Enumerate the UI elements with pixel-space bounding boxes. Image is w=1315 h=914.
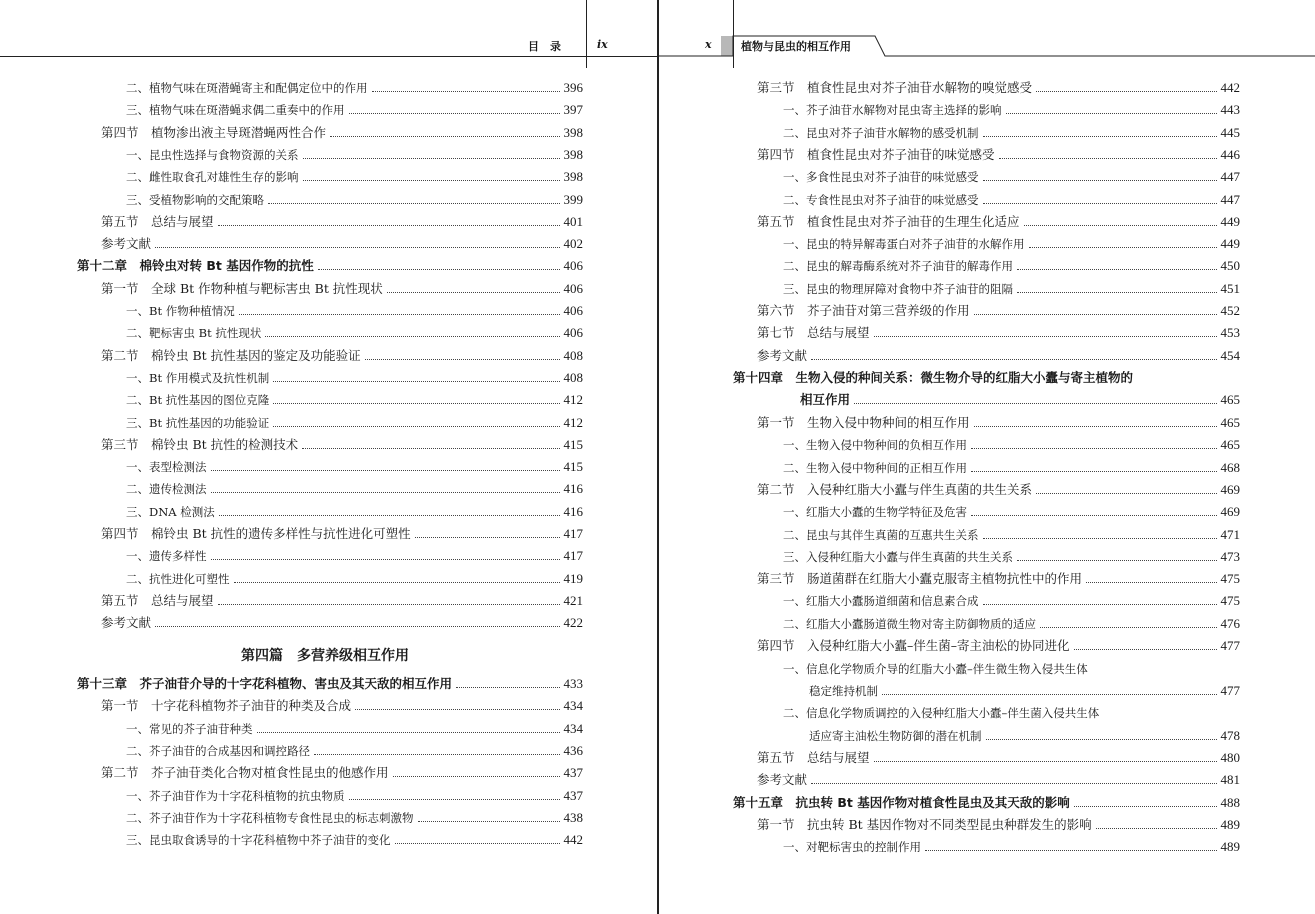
toc-subsection <box>126 810 583 826</box>
dot-leader <box>257 732 560 733</box>
toc-subsection <box>126 325 583 341</box>
toc-page-number: 434 <box>563 720 583 736</box>
toc-entry-title: 第四节 植食性昆虫对芥子油苷的味觉感受 <box>757 146 995 162</box>
dot-leader <box>155 626 559 627</box>
dot-leader <box>318 269 560 270</box>
toc-entry-title: 第二节 芥子油苷类化合物对植食性昆虫的他感作用 <box>101 765 389 781</box>
toc-entry-title: 第二节 入侵种红脂大小蠹与伴生真菌的共生关系 <box>757 481 1033 497</box>
toc-page-number: 397 <box>563 102 583 118</box>
toc-subsection <box>783 236 1240 252</box>
toc-entry-title: 参考文献 <box>101 236 152 252</box>
left-running-head: 目 录 <box>528 40 561 53</box>
toc-subsection <box>783 504 1240 520</box>
toc-page-number: 415 <box>563 459 583 475</box>
toc-entry-title: 第十三章 芥子油苷介导的十字花科植物、害虫及其天敌的相互作用 <box>77 676 453 691</box>
toc-section <box>101 214 583 230</box>
toc-page-number: 445 <box>1220 124 1240 140</box>
toc-page-number: 398 <box>563 146 583 162</box>
dot-leader <box>273 426 559 427</box>
toc-subsection <box>783 616 1240 632</box>
toc-entry-title: 第四节 入侵种红脂大小蠹–伴生菌–寄主油松的协同进化 <box>757 638 1070 653</box>
dot-leader <box>211 470 560 471</box>
toc-page-number: 408 <box>563 347 583 363</box>
toc-page-number: 452 <box>1220 303 1240 318</box>
toc-entry-title: 一、芥子油苷作为十字花科植物的抗虫物质 <box>126 788 345 803</box>
toc-page-number: 477 <box>1220 638 1240 653</box>
toc-entry-title: 二、昆虫与其伴生真菌的互惠共生关系 <box>783 527 979 542</box>
dot-leader <box>314 754 560 755</box>
dot-leader <box>971 448 1217 449</box>
toc-section <box>101 437 583 453</box>
toc-subsection <box>783 437 1240 453</box>
chapter14-title-line1: 第十四章 生物入侵的种间关系：微生物介导的红脂大小蠹与寄主植物的 <box>733 370 1134 385</box>
dot-leader <box>239 314 560 315</box>
dot-leader <box>1086 582 1216 583</box>
dot-leader <box>155 247 559 248</box>
dot-leader <box>349 113 560 114</box>
toc-page-number: 454 <box>1220 347 1240 363</box>
toc-entry-title: 第二节 棉铃虫 Bt 抗性基因的鉴定及功能验证 <box>101 347 361 363</box>
toc-page-number: 489 <box>1220 839 1240 855</box>
toc-page-number: 396 <box>563 80 583 95</box>
toc-entry-title: 第三节 肠道菌群在红脂大小蠹克服寄主植物抗性中的作用 <box>757 571 1083 587</box>
dot-leader <box>219 515 560 516</box>
toc-section <box>757 571 1240 587</box>
toc-entry-title: 参考文献 <box>757 347 808 363</box>
dot-leader <box>303 180 560 181</box>
toc-entry-title: 第十五章 抗虫转 Bt 基因作物对植食性昆虫及其天敌的影响 <box>733 794 1070 810</box>
dot-leader <box>273 381 559 382</box>
toc-subsection <box>783 192 1240 208</box>
toc-page-number: 469 <box>1220 504 1240 520</box>
dot-leader <box>365 359 560 360</box>
toc-page-number: 481 <box>1220 772 1240 788</box>
toc-page-number: 465 <box>1220 415 1240 430</box>
toc-subsection <box>126 169 583 185</box>
left-header-divider <box>586 0 587 68</box>
toc-page-number: 406 <box>563 258 583 274</box>
toc-entry-title: 二、昆虫对芥子油苷水解物的感受机制 <box>783 125 979 140</box>
toc-subsection <box>126 392 583 408</box>
toc-page-number: 443 <box>1220 102 1240 118</box>
toc-entry-title: 三、植物气味在斑潜蝇求偶二重奏中的作用 <box>126 103 345 118</box>
dot-leader <box>974 314 1217 315</box>
right-header-rule <box>659 34 1315 58</box>
toc-entry-title: 三、Bt 抗性基因的功能验证 <box>126 415 270 430</box>
wrap1-line2: 稳定维持机制 477 <box>809 683 1240 698</box>
toc-page-number: 446 <box>1220 146 1240 162</box>
dot-leader <box>211 559 560 560</box>
toc-subsection <box>783 281 1240 297</box>
toc-section <box>757 750 1240 766</box>
toc-entry-title: 二、植物气味在斑潜蝇寄主和配偶定位中的作用 <box>126 81 368 95</box>
right-page-number: x <box>705 38 712 51</box>
dot-leader <box>1024 225 1217 226</box>
toc-subsection <box>126 303 583 319</box>
toc-page-number: 447 <box>1220 191 1240 207</box>
dot-leader <box>1017 292 1217 293</box>
dot-leader <box>415 537 560 538</box>
toc-section <box>757 303 1240 319</box>
toc-entry-title: 第六节 芥子油苷对第三营养级的作用 <box>757 303 970 318</box>
toc-entry-title: 第一节 全球 Bt 作物种植与靶标害虫 Bt 抗性现状 <box>101 280 383 296</box>
toc-page-number: 447 <box>1220 169 1240 185</box>
toc-entry-title: 二、雌性取食孔对雄性生存的影响 <box>126 170 299 185</box>
toc-page-number: 421 <box>563 592 583 608</box>
toc-subsection <box>126 459 583 475</box>
toc-page-number: 434 <box>563 698 583 714</box>
toc-entry-title: 一、昆虫的特异解毒蛋白对芥子油苷的水解作用 <box>783 237 1025 252</box>
toc-page-number: 471 <box>1220 526 1240 542</box>
dot-leader <box>874 761 1217 762</box>
dot-leader <box>265 336 559 337</box>
dot-leader <box>1096 828 1217 829</box>
toc-section <box>757 325 1240 341</box>
toc-entry-title: 二、专食性昆虫对芥子油苷的味觉感受 <box>783 192 979 207</box>
toc-subsection <box>126 504 583 520</box>
toc-section <box>101 281 583 297</box>
toc-subsection <box>783 258 1240 274</box>
dot-leader <box>268 203 560 204</box>
toc-entry-title: 第一节 生物入侵中物种间的相互作用 <box>757 415 970 430</box>
toc-page-number: 406 <box>563 280 583 296</box>
toc-page-number: 433 <box>563 676 583 691</box>
toc-page-number: 476 <box>1220 615 1240 631</box>
toc-subsection <box>126 192 583 208</box>
toc-section <box>757 772 1240 788</box>
toc-section <box>101 615 583 631</box>
toc-section <box>757 482 1240 498</box>
toc-page-number: 399 <box>563 191 583 207</box>
toc-page-number: 416 <box>563 503 583 519</box>
toc-entry-title: 第十二章 棉铃虫对转 Bt 基因作物的抗性 <box>77 258 314 274</box>
toc-entry-title: 一、遗传多样性 <box>126 549 207 564</box>
toc-section <box>757 348 1240 364</box>
toc-section <box>757 147 1240 163</box>
dot-leader <box>1074 806 1217 807</box>
toc-subsection <box>126 788 583 804</box>
dot-leader <box>999 158 1217 159</box>
dot-leader <box>393 776 560 777</box>
dot-leader <box>456 687 559 688</box>
right-running-head: 植物与昆虫的相互作用 <box>741 40 851 53</box>
toc-entry-title: 三、昆虫取食诱导的十字花科植物中芥子油苷的变化 <box>126 833 391 848</box>
toc-entry-title: 一、多食性昆虫对芥子油苷的味觉感受 <box>783 170 979 185</box>
toc-page-number: 449 <box>1220 236 1240 252</box>
toc-entry-title: 第四节 棉铃虫 Bt 抗性的遗传多样性与抗性进化可塑性 <box>101 526 411 541</box>
toc-entry-title: 第五节 植食性昆虫对芥子油苷的生理生化适应 <box>757 213 1020 229</box>
toc-page-number: 412 <box>563 414 583 430</box>
toc-entry-title: 三、入侵种红脂大小蠹与伴生真菌的共生关系 <box>783 549 1013 564</box>
toc-entry-title: 第一节 十字花科植物芥子油苷的种类及合成 <box>101 698 352 714</box>
dot-leader <box>349 799 560 800</box>
left-page-number: ix <box>597 38 608 51</box>
toc-subsection <box>126 832 583 848</box>
dot-leader <box>302 448 559 449</box>
toc-section <box>101 765 583 781</box>
toc-page-number: 451 <box>1220 280 1240 296</box>
toc-page-number: 475 <box>1220 593 1240 609</box>
dot-leader <box>234 582 560 583</box>
dot-leader <box>395 843 560 844</box>
toc-subsection <box>783 839 1240 855</box>
toc-page-number: 488 <box>1220 794 1240 810</box>
toc-entry-title: 二、Bt 抗性基因的图位克隆 <box>126 393 270 408</box>
toc-page-number: 453 <box>1220 325 1240 341</box>
toc-subsection <box>126 481 583 497</box>
toc-entry-title: 二、昆虫的解毒酶系统对芥子油苷的解毒作用 <box>783 259 1013 274</box>
right-page <box>659 0 1315 914</box>
toc-entry-title: 一、表型检测法 <box>126 460 207 475</box>
toc-entry-title: 第三节 植食性昆虫对芥子油苷水解物的嗅觉感受 <box>757 80 1033 95</box>
toc-subsection <box>783 460 1240 476</box>
part4-title: 第四篇 多营养级相互作用 <box>241 648 409 664</box>
toc-section <box>757 415 1240 431</box>
dot-leader <box>1017 560 1217 561</box>
toc-section <box>757 817 1240 833</box>
toc-page-number: 408 <box>563 369 583 385</box>
toc-entry-title: 三、DNA 检测法 <box>126 504 215 519</box>
toc-entry-title: 二、芥子油苷的合成基因和调控路径 <box>126 743 310 758</box>
toc-section <box>101 526 583 542</box>
dot-leader <box>1074 649 1217 650</box>
dot-leader <box>372 91 560 92</box>
toc-page-number: 436 <box>563 742 583 758</box>
toc-subsection <box>783 125 1240 141</box>
dot-leader <box>971 471 1217 472</box>
toc-subsection <box>783 169 1240 185</box>
dot-leader <box>925 850 1217 851</box>
toc-entry-title: 一、红脂大小蠹的生物学特征及危害 <box>783 505 967 520</box>
dot-leader <box>1040 627 1217 628</box>
dot-leader <box>387 292 560 293</box>
toc-page-number: 480 <box>1220 750 1240 765</box>
toc-section <box>101 593 583 609</box>
toc-subsection <box>126 147 583 163</box>
toc-entry-title: 第四节 植物渗出液主导斑潜蝇两性合作 <box>101 124 327 140</box>
toc-page-number: 450 <box>1220 258 1240 274</box>
dot-leader <box>211 492 560 493</box>
toc-chapter <box>77 676 583 692</box>
toc-page-number: 412 <box>563 392 583 408</box>
toc-subsection <box>126 80 583 96</box>
dot-leader <box>418 821 560 822</box>
toc-entry-title: 一、对靶标害虫的控制作用 <box>783 840 921 855</box>
dot-leader <box>983 136 1217 137</box>
chapter14-title-line2: 相互作用 465 <box>800 392 1240 407</box>
dot-leader <box>355 709 559 710</box>
toc-chapter <box>733 795 1240 811</box>
toc-page-number: 468 <box>1220 459 1240 475</box>
toc-page-number: 406 <box>563 325 583 341</box>
toc-entry-title: 一、昆虫性选择与食物资源的关系 <box>126 147 299 162</box>
toc-subsection <box>783 527 1240 543</box>
toc-subsection <box>126 415 583 431</box>
toc-subsection <box>783 593 1240 609</box>
toc-entry-title: 第五节 总结与展望 <box>101 213 214 229</box>
toc-entry-title: 第五节 总结与展望 <box>101 592 214 608</box>
dot-leader <box>974 426 1217 427</box>
toc-page-number: 473 <box>1220 548 1240 564</box>
toc-subsection <box>126 548 583 564</box>
toc-subsection <box>126 721 583 737</box>
toc-entry-title: 二、遗传检测法 <box>126 482 207 497</box>
toc-page-number: 469 <box>1220 481 1240 497</box>
toc-page-number: 398 <box>563 124 583 140</box>
toc-page-number: 419 <box>563 570 583 586</box>
toc-section <box>757 80 1240 96</box>
toc-entry-title: 一、常见的芥子油苷种类 <box>126 721 253 736</box>
toc-page-number: 475 <box>1220 571 1240 587</box>
toc-entry-title: 三、受植物影响的交配策略 <box>126 192 264 207</box>
toc-entry-title: 参考文献 <box>757 772 808 788</box>
toc-entry-title: 二、靶标害虫 Bt 抗性现状 <box>126 326 262 341</box>
dot-leader <box>303 158 560 159</box>
toc-section <box>101 698 583 714</box>
dot-leader <box>983 180 1217 181</box>
toc-page-number: 442 <box>563 832 583 848</box>
toc-page-number: 417 <box>563 526 583 541</box>
toc-page-number: 442 <box>1220 80 1240 95</box>
dot-leader <box>273 403 559 404</box>
toc-entry-title: 二、红脂大小蠹肠道微生物对寄主防御物质的适应 <box>783 616 1036 631</box>
toc-page-number: 401 <box>563 213 583 229</box>
toc-chapter <box>77 258 583 274</box>
dot-leader <box>811 783 1216 784</box>
wrap1-line1: 一、信息化学物质介导的红脂大小蠹–伴生微生物入侵共生体 <box>783 662 1088 676</box>
toc-page-number: 402 <box>563 236 583 252</box>
dot-leader <box>1017 269 1217 270</box>
toc-section <box>757 214 1240 230</box>
toc-page-number: 437 <box>563 765 583 781</box>
dot-leader <box>1036 91 1216 92</box>
toc-subsection <box>126 102 583 118</box>
dot-leader <box>218 604 560 605</box>
dot-leader <box>983 604 1217 605</box>
dot-leader <box>983 538 1217 539</box>
toc-page-number: 398 <box>563 169 583 185</box>
toc-entry-title: 第七节 总结与展望 <box>757 325 870 341</box>
toc-entry-title: 一、芥子油苷水解物对昆虫寄主选择的影响 <box>783 103 1002 118</box>
toc-section <box>757 638 1240 654</box>
toc-entry-title: 三、昆虫的物理屏障对食物中芥子油苷的阻隔 <box>783 281 1013 296</box>
toc-subsection <box>126 571 583 587</box>
toc-page-number: 415 <box>563 436 583 452</box>
toc-subsection <box>126 370 583 386</box>
toc-page-number: 489 <box>1220 816 1240 832</box>
toc-section <box>101 236 583 252</box>
toc-entry-title: 一、Bt 作物种植情况 <box>126 304 235 318</box>
toc-entry-title: 二、生物入侵中物种间的正相互作用 <box>783 460 967 475</box>
dot-leader <box>218 225 560 226</box>
left-page <box>0 0 657 914</box>
dot-leader <box>330 136 559 137</box>
toc-subsection <box>126 743 583 759</box>
toc-entry-title: 一、生物入侵中物种间的负相互作用 <box>783 438 967 453</box>
toc-page-number: 437 <box>563 787 583 803</box>
toc-entry-title: 一、Bt 作用模式及抗性机制 <box>126 370 270 385</box>
toc-subsection <box>783 102 1240 118</box>
wrap2-line1: 二、信息化学物质调控的入侵种红脂大小蠹–伴生菌入侵共生体 <box>783 706 1100 720</box>
dot-leader <box>811 359 1216 360</box>
toc-entry-title: 第五节 总结与展望 <box>757 750 870 765</box>
dot-leader <box>1006 113 1217 114</box>
dot-leader <box>1036 493 1216 494</box>
left-header-rule <box>0 56 657 57</box>
toc-page-number: 438 <box>563 809 583 825</box>
toc-section <box>101 125 583 141</box>
dot-leader <box>874 336 1217 337</box>
wrap2-line2: 适应寄主油松生物防御的潜在机制 478 <box>809 728 1240 743</box>
toc-subsection <box>783 549 1240 565</box>
toc-entry-title: 一、红脂大小蠹肠道细菌和信息素合成 <box>783 594 979 609</box>
toc-entry-title: 参考文献 <box>101 615 152 631</box>
dot-leader <box>1029 247 1217 248</box>
toc-page-number: 449 <box>1220 213 1240 229</box>
toc-entry-title: 二、芥子油苷作为十字花科植物专食性昆虫的标志刺激物 <box>126 810 414 825</box>
toc-page-number: 422 <box>563 615 583 631</box>
toc-entry-title: 第一节 抗虫转 Bt 基因作物对不同类型昆虫种群发生的影响 <box>757 816 1092 832</box>
toc-page-number: 417 <box>563 548 583 564</box>
dot-leader <box>971 515 1217 516</box>
toc-entry-title: 第三节 棉铃虫 Bt 抗性的检测技术 <box>101 436 299 452</box>
toc-page-number: 416 <box>563 481 583 497</box>
toc-entry-title: 二、抗性进化可塑性 <box>126 571 230 586</box>
dot-leader <box>983 203 1217 204</box>
toc-section <box>101 348 583 364</box>
toc-page-number: 465 <box>1220 437 1240 453</box>
toc-page-number: 406 <box>563 303 583 318</box>
